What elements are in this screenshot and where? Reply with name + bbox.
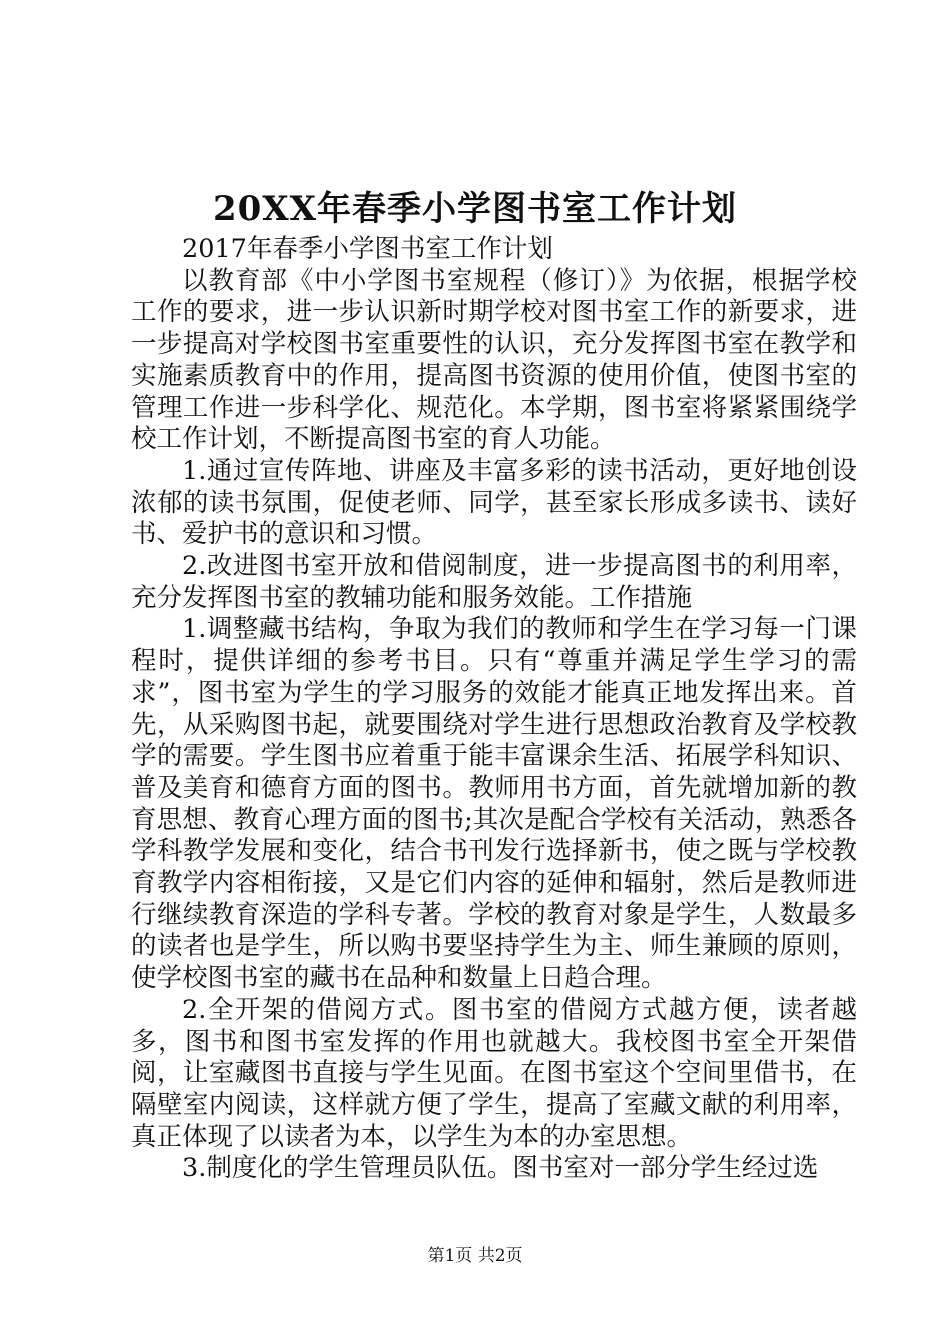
paragraph-measure-3: 3.制度化的学生管理员队伍。图书室对一部分学生经过选: [182, 1153, 819, 1184]
paragraph-subtitle: 2017年春季小学图书室工作计划: [182, 234, 553, 264]
paragraph-measure-2: 2.全开架的借阅方式。图书室的借阅方式越方便，读者越多，图书和图书室发挥的作用也就越大。我校图书室全开架借阅，让室藏图书直接与学生见面。在图书室这个空间里借书，在隔壁室内阅读，这样就方便了学生，提高了室藏文献的利用率，真正体现了以读者为本，以学生为本的办室思想。: [131, 994, 857, 1152]
document-title: 20XX年春季小学图书室工作计划: [212, 189, 738, 229]
paragraph-goal-2: 2.改进图书室开放和借阅制度，进一步提高图书的利用率，充分发挥图书室的教辅功能和服务效能。工作措施: [131, 551, 857, 613]
paragraph-goal-1: 1.通过宣传阵地、讲座及丰富多彩的读书活动，更好地创设浓郁的读书氛围，促使老师、同学，甚至家长形成多读书、读好书、爱护书的意识和习惯。: [131, 455, 857, 550]
document-body: [131, 234, 857, 1185]
paragraph-measure-1: 1.调整藏书结构，争取为我们的教师和学生在学习每一门课程时，提供详细的参考书目。只有“尊重并满足学生学习的需求”，图书室为学生的学习服务的效能才能真正地发挥出来。首先，从采购图书起，就要围绕对学生进行思想政治教育及学校教学的需要。学生图书应着重于能丰富课余生活、拓展学科知识、普及美育和德育方面的图书。教师用书方面，首先就增加新的教育思想、教育心理方面的图书;其次是配合学校有关活动，熟悉各学科教学发展和变化，结合书刊发行选择新书，使之既与学校教育教学内容相衔接，又是它们内容的延伸和辐射，然后是教师进行继续教育深造的学科专著。学校的教育对象是学生，人数最多的读者也是学生，所以购书要坚持学生为主、师生兼顾的原则，使学校图书室的藏书在品种和数量上日趋合理。: [131, 614, 857, 994]
page-number: 第1页 共2页: [427, 1246, 523, 1266]
paragraph-intro: 以教育部《中小学图书室规程（修订）》为依据，根据学校工作的要求，进一步认识新时期学校对图书室工作的新要求，进一步提高对学校图书室重要性的认识，充分发挥图书室在教学和实施素质教育中的作用，提高图书资源的使用价值，使图书室的管理工作进一步科学化、规范化。本学期，图书室将紧紧围绕学校工作计划，不断提高图书室的育人功能。: [131, 265, 857, 455]
